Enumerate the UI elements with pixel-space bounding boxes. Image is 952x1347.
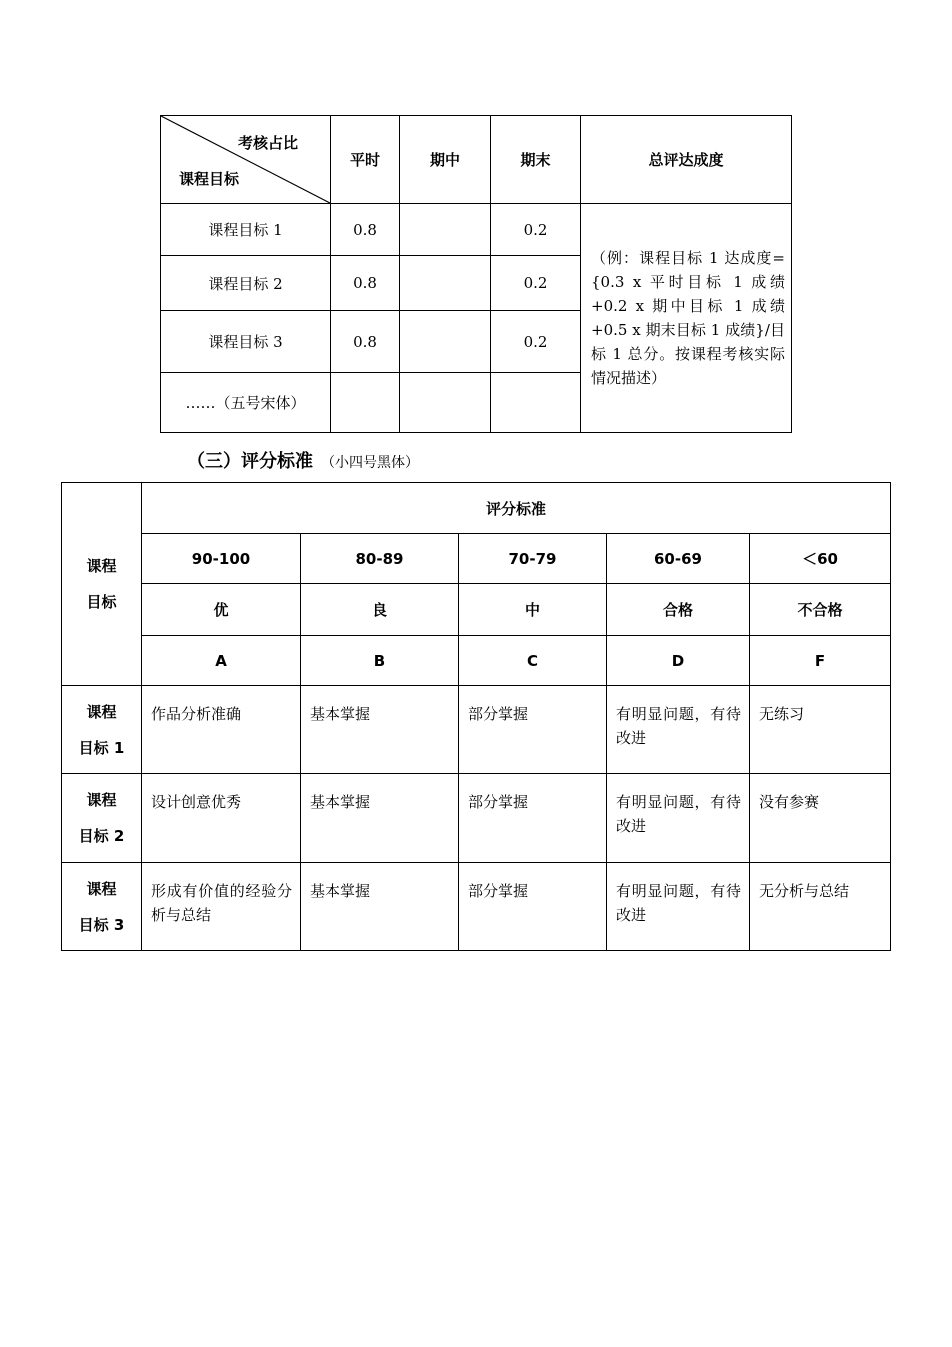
grade-cell: F (750, 636, 891, 686)
course-goal-label (62, 686, 142, 774)
assessment-weight-table (160, 115, 792, 433)
table-header-row (161, 116, 792, 204)
qimo-value: 0.2 (491, 311, 581, 373)
criteria-cell: 基本掌握 (301, 686, 459, 774)
header-zongping: 总评达成度 (581, 116, 792, 204)
criteria-cell: 没有参赛 (750, 774, 891, 863)
diagonal-header-cell (161, 116, 331, 204)
pingshi-value: 0.8 (331, 204, 400, 256)
table-header-row (62, 483, 891, 534)
diagonal-line (161, 116, 330, 203)
qimo-value: 0.2 (491, 256, 581, 311)
pingshi-value: 0.8 (331, 256, 400, 311)
criteria-cell: 部分掌握 (459, 863, 607, 951)
level-cell: 不合格 (750, 584, 891, 636)
course-goal-label-line1: 课程 (86, 791, 117, 809)
course-goal-label (62, 774, 142, 863)
course-goal-label-line2: 目标 1 (78, 738, 125, 757)
pingshi-value: 0.8 (331, 311, 400, 373)
criteria-cell: 基本掌握 (301, 863, 459, 951)
diag-bottom-label: 课程目标 (179, 170, 240, 188)
row-label: 课程目标 1 (161, 204, 331, 256)
header-pingshi: 平时 (331, 116, 400, 204)
qizhong-value (400, 256, 491, 311)
course-goal-label (62, 863, 142, 951)
course-goal-header-line2: 目标 (86, 593, 117, 611)
criteria-cell: 部分掌握 (459, 686, 607, 774)
course-goal-header-line1: 课程 (86, 557, 117, 575)
header-qimo: 期末 (491, 116, 581, 204)
row-label: 课程目标 2 (161, 256, 331, 311)
criteria-cell: 有明显问题，有待改进 (607, 686, 750, 774)
qizhong-value (400, 311, 491, 373)
table-row (62, 863, 891, 951)
course-goal-label-line1: 课程 (86, 879, 117, 898)
score-range-row (62, 534, 891, 584)
section-title: （三）评分标准 (187, 451, 313, 472)
criteria-cell: 有明显问题，有待改进 (607, 863, 750, 951)
diag-top-label: 考核占比 (237, 134, 298, 152)
criteria-cell: 无练习 (750, 686, 891, 774)
criteria-cell: 作品分析准确 (142, 686, 301, 774)
grading-standard-table (61, 482, 891, 951)
section-heading (187, 447, 419, 473)
qizhong-value (400, 204, 491, 256)
criteria-cell: 形成有价值的经验分析与总结 (142, 863, 301, 951)
level-cell: 中 (459, 584, 607, 636)
qimo-value (491, 373, 581, 433)
level-cell: 优 (142, 584, 301, 636)
course-goal-label-line1: 课程 (86, 702, 117, 721)
table-row (62, 774, 891, 863)
section-subtitle: （小四号黑体） (321, 455, 419, 471)
criteria-cell: 设计创意优秀 (142, 774, 301, 863)
grade-cell: C (459, 636, 607, 686)
grading-standard-header: 评分标准 (142, 483, 891, 534)
criteria-cell: 部分掌握 (459, 774, 607, 863)
criteria-cell: 无分析与总结 (750, 863, 891, 951)
table-row (62, 686, 891, 774)
score-range-cell: ＜60 (750, 534, 891, 584)
level-cell: 良 (301, 584, 459, 636)
qizhong-value (400, 373, 491, 433)
achievement-note: （例：课程目标 1 达成度={0.3 x 平时目标 1 成绩+0.2 x 期中目标 1 成绩+0.5 x 期末目标 1 成绩}/目标 1 总分。按课程考核实际情况描述） (581, 204, 792, 433)
grade-cell: D (607, 636, 750, 686)
header-qizhong: 期中 (400, 116, 491, 204)
qimo-value: 0.2 (491, 204, 581, 256)
level-row (62, 584, 891, 636)
criteria-cell: 有明显问题，有待改进 (607, 774, 750, 863)
grade-cell: A (142, 636, 301, 686)
table-row (161, 204, 792, 256)
score-range-cell: 90-100 (142, 534, 301, 584)
course-goal-label-line2: 目标 3 (78, 915, 125, 934)
score-range-cell: 60-69 (607, 534, 750, 584)
criteria-cell: 基本掌握 (301, 774, 459, 863)
course-goal-label-line2: 目标 2 (78, 827, 125, 845)
row-label: 课程目标 3 (161, 311, 331, 373)
score-range-cell: 80-89 (301, 534, 459, 584)
grade-cell: B (301, 636, 459, 686)
grade-row (62, 636, 891, 686)
pingshi-value (331, 373, 400, 433)
level-cell: 合格 (607, 584, 750, 636)
row-label: ……（五号宋体） (161, 373, 331, 433)
course-goal-header (62, 483, 142, 686)
score-range-cell: 70-79 (459, 534, 607, 584)
